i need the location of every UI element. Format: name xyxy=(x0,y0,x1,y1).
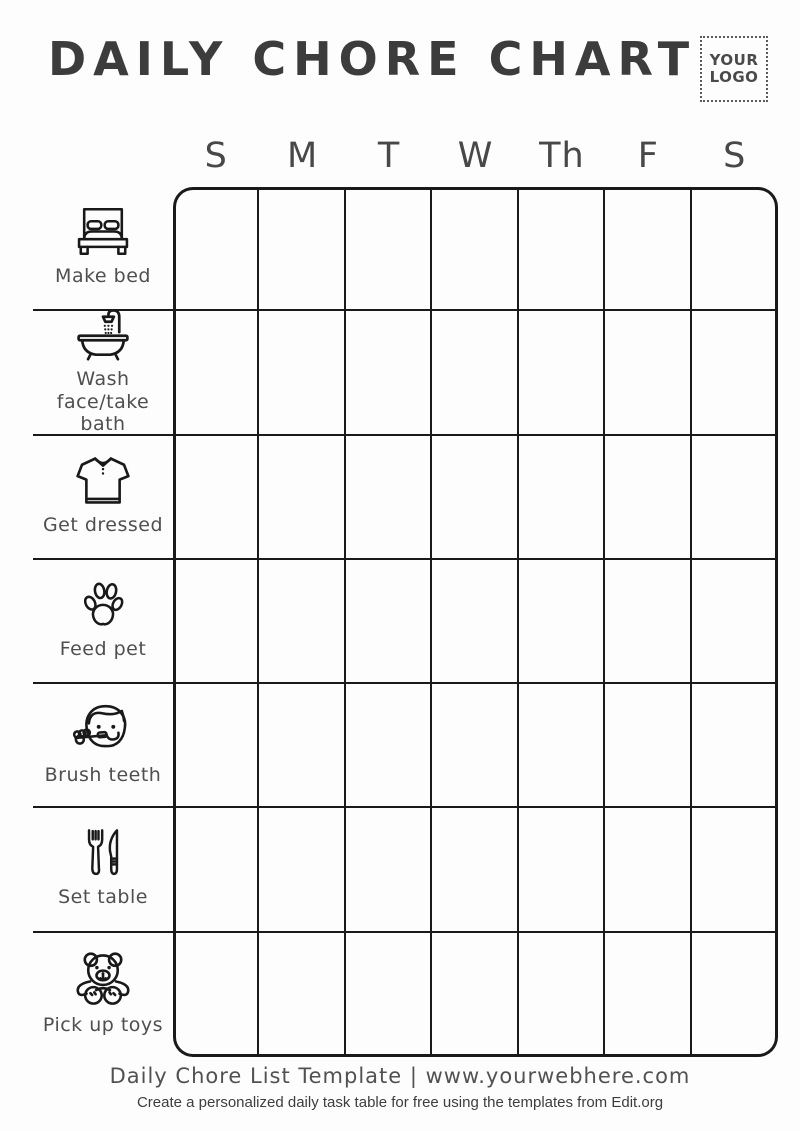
cell-set-table-sun xyxy=(173,808,259,932)
cell-get-dressed-mon xyxy=(259,436,345,560)
cell-wash-face-wed xyxy=(432,311,518,435)
chore-label-text: Brush teeth xyxy=(44,764,162,787)
bathtub-icon xyxy=(74,305,132,361)
chore-label-pick-up-toys xyxy=(33,933,173,1057)
cell-wash-face-sun xyxy=(173,311,259,435)
cell-get-dressed-fri xyxy=(605,436,691,560)
cell-get-dressed-thu xyxy=(519,436,605,560)
cell-make-bed-sat xyxy=(692,187,778,311)
chore-label-text: Make bed xyxy=(55,264,151,287)
paw-icon xyxy=(76,577,130,631)
cell-wash-face-mon xyxy=(259,311,345,435)
cell-brush-teeth-tue xyxy=(346,684,432,808)
cell-wash-face-fri xyxy=(605,311,691,435)
cell-brush-teeth-sat xyxy=(692,684,778,808)
logo-placeholder xyxy=(700,36,768,102)
cell-make-bed-sun xyxy=(173,187,259,311)
chore-label-text: Pick up toys xyxy=(42,1014,164,1037)
cell-pick-up-toys-sat xyxy=(692,933,778,1057)
chore-label-text: Set table xyxy=(58,886,148,909)
cell-set-table-thu xyxy=(519,808,605,932)
chore-label-wash-face xyxy=(33,311,173,435)
cell-feed-pet-thu xyxy=(519,560,605,684)
chore-label-text: Feed pet xyxy=(59,638,147,661)
footer-template-title: Daily Chore List Template | www.yourwebhere.com xyxy=(109,1064,691,1088)
cell-pick-up-toys-wed xyxy=(432,933,518,1057)
cell-brush-teeth-wed xyxy=(432,684,518,808)
page-title: DAILY CHORE CHART xyxy=(48,32,697,86)
cell-feed-pet-mon xyxy=(259,560,345,684)
logo-line2: LOGO xyxy=(709,68,759,86)
logo-line1: YOUR xyxy=(709,50,759,69)
brush-teeth-icon xyxy=(67,700,139,757)
day-header-thu: Th xyxy=(539,136,585,176)
cell-feed-pet-wed xyxy=(432,560,518,684)
cell-pick-up-toys-sun xyxy=(173,933,259,1057)
cell-brush-teeth-sun xyxy=(173,684,259,808)
chore-table xyxy=(33,187,778,1057)
cell-wash-face-thu xyxy=(519,311,605,435)
cell-make-bed-thu xyxy=(519,187,605,311)
chore-label-text: Get dressed xyxy=(42,513,164,536)
day-header-fri: F xyxy=(637,136,659,176)
day-header-wed: W xyxy=(457,136,494,176)
cell-make-bed-wed xyxy=(432,187,518,311)
cell-get-dressed-sat xyxy=(692,436,778,560)
cell-feed-pet-tue xyxy=(346,560,432,684)
footer-tagline: Create a personalized daily task table for free using the templates from Edit.org xyxy=(136,1094,664,1111)
title-bar xyxy=(48,34,768,102)
chore-label-brush-teeth xyxy=(33,684,173,808)
teddy-bear-icon xyxy=(70,949,136,1007)
day-header-tue: T xyxy=(377,136,401,176)
chore-label-get-dressed xyxy=(33,436,173,560)
footer xyxy=(0,1064,800,1111)
cell-set-table-wed xyxy=(432,808,518,932)
cell-get-dressed-tue xyxy=(346,436,432,560)
cell-feed-pet-sun xyxy=(173,560,259,684)
cell-set-table-sat xyxy=(692,808,778,932)
chore-label-text: Wash face/take bath xyxy=(56,368,150,436)
cell-set-table-fri xyxy=(605,808,691,932)
chore-label-feed-pet xyxy=(33,560,173,684)
cell-pick-up-toys-thu xyxy=(519,933,605,1057)
cell-brush-teeth-fri xyxy=(605,684,691,808)
cell-brush-teeth-mon xyxy=(259,684,345,808)
cell-make-bed-tue xyxy=(346,187,432,311)
shirt-icon xyxy=(75,454,131,507)
chore-label-set-table xyxy=(33,808,173,932)
day-header-sun: S xyxy=(204,136,228,176)
cell-pick-up-toys-tue xyxy=(346,933,432,1057)
cell-pick-up-toys-fri xyxy=(605,933,691,1057)
cell-wash-face-sat xyxy=(692,311,778,435)
day-header-sat: S xyxy=(723,136,747,176)
cell-get-dressed-sun xyxy=(173,436,259,560)
cell-set-table-mon xyxy=(259,808,345,932)
bed-icon xyxy=(73,205,133,258)
chore-label-make-bed xyxy=(33,187,173,311)
cell-get-dressed-wed xyxy=(432,436,518,560)
day-header-mon: M xyxy=(287,136,319,176)
cell-pick-up-toys-mon xyxy=(259,933,345,1057)
day-header-row xyxy=(33,126,778,182)
cell-feed-pet-sat xyxy=(692,560,778,684)
cell-brush-teeth-thu xyxy=(519,684,605,808)
cell-make-bed-fri xyxy=(605,187,691,311)
cell-make-bed-mon xyxy=(259,187,345,311)
cell-feed-pet-fri xyxy=(605,560,691,684)
cell-set-table-tue xyxy=(346,808,432,932)
cutlery-icon xyxy=(80,826,126,879)
cell-wash-face-tue xyxy=(346,311,432,435)
